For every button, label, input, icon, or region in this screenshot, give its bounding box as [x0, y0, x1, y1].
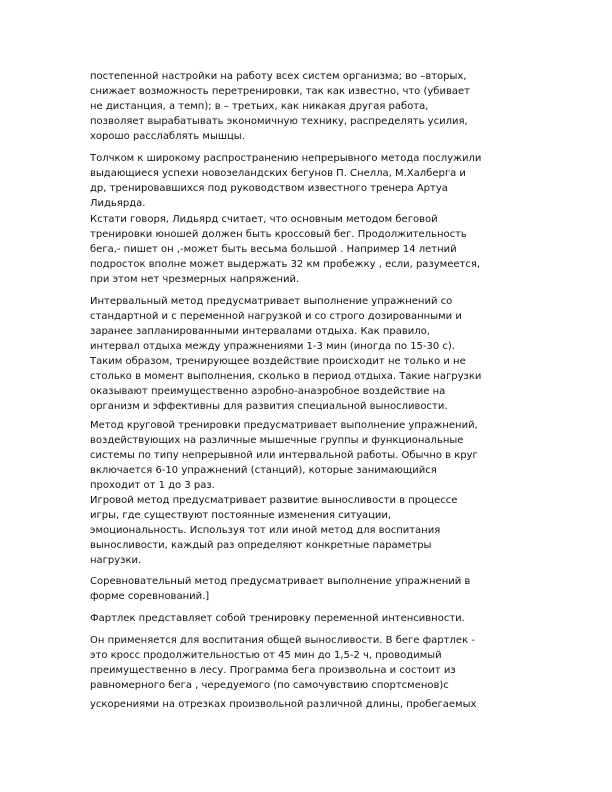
text-line: игры, где существуют постоянные изменения ситуации, — [90, 510, 392, 521]
text-line: системы по типу непрерывной или интервальной работы. Обычно в круг — [90, 450, 478, 461]
text-line: равномерного бега , чередуемого (по самочувствию спортсменов)с — [90, 680, 449, 691]
text-line: Игровой метод предусматривает развитие выносливости в процессе — [90, 495, 458, 506]
text-line: не дистанция, а темп); в – третьих, как никакая другая работа, — [90, 101, 429, 112]
paragraph-1 — [90, 69, 530, 144]
text-line: хорошо расслаблять мышцы. — [90, 131, 245, 142]
text-line: выдающиеся успехи новозеландских бегунов П. Снелла, М.Халберга и — [90, 168, 466, 179]
paragraph-6 — [90, 493, 530, 568]
text-line: интервал отдыха между упражнениями 1-3 мин (иногда по 15-30 с). — [90, 341, 456, 352]
text-line: Лидьярда. — [90, 198, 146, 209]
text-line: Фартлек представляет собой тренировку переменной интенсивности. — [90, 613, 465, 624]
text-line: проходит от 1 до 3 раз. — [90, 480, 215, 491]
text-line: при этом нет чрезмерных напряжений. — [90, 274, 300, 285]
text-line: эмоциональность. Используя тот или иной метод для воспитания — [90, 525, 441, 536]
text-line: Он применяется для воспитания общей выносливости. В беге фартлек - — [90, 635, 475, 646]
paragraph-7 — [90, 574, 530, 604]
text-line: воздействующих на различные мышечные группы и функциональные — [90, 435, 464, 446]
text-line: постепенной настройки на работу всех систем организма; во –вторых, — [90, 71, 467, 82]
paragraph-3 — [90, 212, 530, 287]
text-line: бега,- пишет он ,-может быть весьма большой . Например 14 летний — [90, 244, 457, 255]
text-line: ускорениями на отрезках произвольной различной длины, пробегаемых — [90, 699, 477, 710]
text-line: нагрузки. — [90, 555, 142, 566]
paragraph-5 — [90, 418, 530, 493]
text-line: стандартной и с переменной нагрузкой и со строго дозированными и — [90, 311, 462, 322]
text-line: форме соревнований.] — [90, 591, 210, 602]
text-line: столько в момент выполнения, сколько в период отдыха. Такие нагрузки — [90, 371, 482, 382]
text-line: это кросс продолжительностью от 45 мин до 1,5-2 ч, проводимый — [90, 650, 442, 661]
text-line: включается 6-10 упражнений (станций), которые занимающийся — [90, 465, 437, 476]
text-line: снижает возможность перетренировки, так как известно, что (убивает — [90, 86, 470, 97]
text-line: Соревновательный метод предусматривает выполнение упражнений в — [90, 576, 471, 587]
text-line: организм и эффективны для развития специальной выносливости. — [90, 401, 448, 412]
text-line: преимущественно в лесу. Программа бега произвольна и состоит из — [90, 665, 456, 676]
text-line: Интервальный метод предусматривает выполнение упражнений со — [90, 296, 453, 307]
text-line: заранее запланированными интервалами отдыха. Как правило, — [90, 326, 430, 337]
text-line: др, тренировавшихся под руководством известного тренера Артуа — [90, 183, 448, 194]
text-line: оказывают преимущественно аэробно-анаэробное воздействие на — [90, 386, 446, 397]
paragraph-10 — [90, 697, 530, 712]
text-line: Кстати говоря, Лидьярд считает, что основным методом беговой — [90, 214, 438, 225]
text-line: подросток вполне может выдержать 32 км пробежку , если, разумеется, — [90, 259, 481, 270]
text-line: Метод круговой тренировки предусматривает выполнение упражнений, — [90, 420, 478, 431]
text-line: тренировки юношей должен быть кроссовый бег. Продолжительность — [90, 229, 467, 240]
text-line: выносливости, каждый раз определяют конкретные параметры — [90, 540, 432, 551]
paragraph-8 — [90, 611, 530, 626]
paragraph-9 — [90, 633, 530, 693]
paragraph-4 — [90, 294, 530, 414]
text-line: Таким образом, тренирующее воздействие происходит не только и не — [90, 356, 466, 367]
text-line: позволяет вырабатывать экономичную технику, распределять усилия, — [90, 116, 468, 127]
paragraph-2 — [90, 151, 530, 211]
text-line: Толчком к широкому распространению непрерывного метода послужили — [90, 153, 482, 164]
